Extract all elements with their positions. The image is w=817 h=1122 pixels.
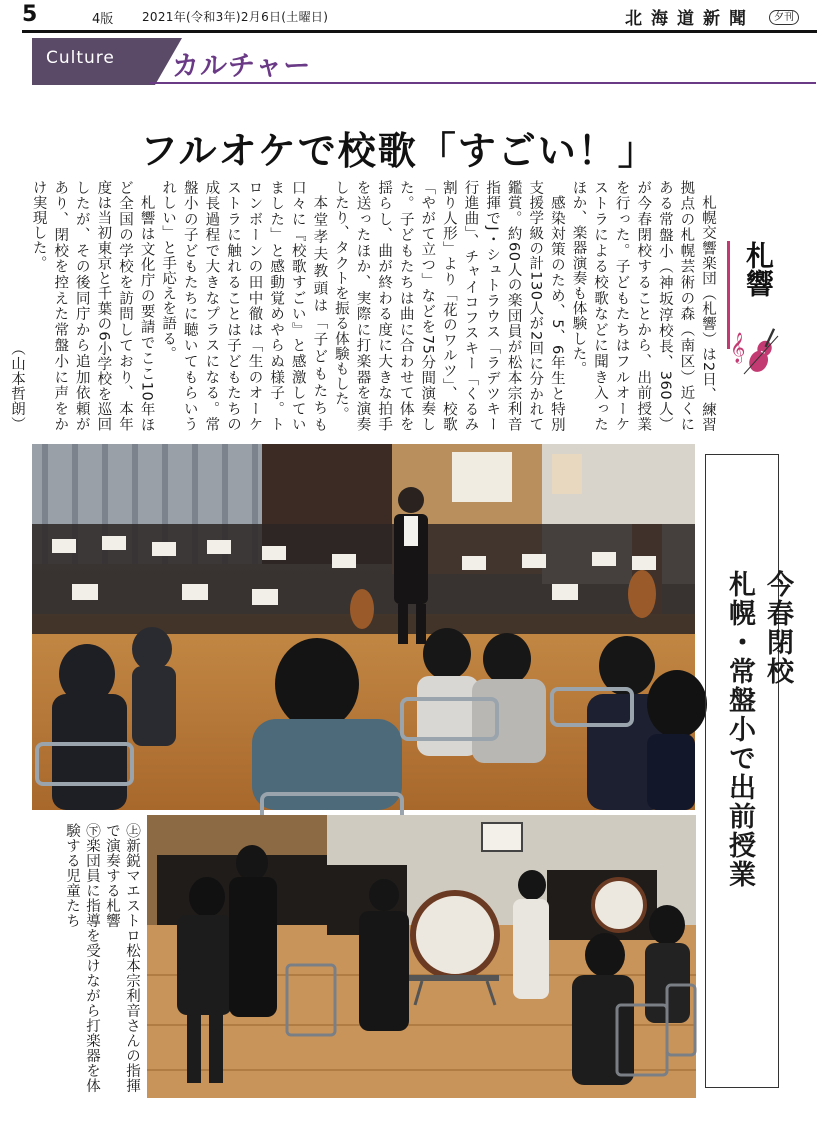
section-name-japanese: カルチャー: [172, 51, 312, 82]
article-paragraph: 札響は文化庁の要請でここ10年ほど全国の学校を訪問しており、本年度は当初東京と千葉の6小学校を巡回したが、その後同庁から追加依頼があり、閉校を控えた常盤小に声をかけ実現した。: [30, 180, 155, 432]
article-paragraph: 本堂孝夫教頭は「子どもたちも口々に『校歌すごい』と感激していました」と感動覚めやらぬ様子。トロンボーンの田中徹は「生のオーケストラに触れることは子どもたちの成長過程で大きなプラスになる。常盤小の子どもたちに聴いてもらいうれしい」と手応えを語る。: [160, 180, 328, 432]
photo-caption: [60, 823, 142, 1095]
caption-top-photo: ㊤新鋭マエストロ松本宗利音さんの指揮で演奏する札響: [104, 823, 140, 1093]
orchestra-concert-photo: [32, 444, 695, 810]
article-paragraph: 感染対策のため、5、6年生と特別支援学級の計130人が2回に分かれて鑑賞。約60人の楽団員が松本宗利音指揮でJ・シュトラウス「ラデツキー行進曲」、チャイコフスキー「くるみ割り人形」より「花のワルツ」、校歌「やがて立つ」などを75分間演奏した。子どもたちは曲に合わせて体を揺らし、曲が終わる度に大きな拍手を送ったほか、実際に打楽器を演奏したり、タクトを振る体験もした。: [332, 180, 565, 432]
edition-name-badge: 夕刊: [769, 10, 799, 25]
percussion-experience-photo: [147, 815, 696, 1098]
section-banner-rule: [150, 82, 816, 84]
article-body: [9, 180, 718, 432]
svg-text:𝄞: 𝄞: [730, 333, 746, 363]
article-headline: フルオケで校歌「すごい！」: [140, 128, 658, 173]
edition-label: 4版: [92, 12, 114, 27]
violin-treble-clef-icon: [730, 322, 782, 380]
subheadline-box: [705, 454, 793, 1088]
header-rule: [22, 30, 817, 33]
subheadline-line-1: 今春閉校: [762, 570, 793, 686]
newspaper-name: 北海道新聞: [625, 9, 755, 29]
caption-bottom-photo: ㊦楽団員に指導を受けながら打楽器を体験する児童たち: [64, 823, 100, 1093]
section-banner: [32, 38, 816, 85]
issue-date: 2021年(令和3年)2月6日(土曜日): [142, 10, 329, 24]
section-name-english: Culture: [46, 48, 115, 68]
article-byline: （山本哲朗）: [9, 341, 25, 432]
subheadline: [720, 570, 796, 889]
page-number: 5: [22, 2, 38, 27]
place-tag: 札響: [727, 241, 778, 349]
article-paragraph: 札幌交響楽団（札響）は2日、練習拠点の札幌芸術の森（南区）近くにある常盤小（神坂淳校長、360人）が今春閉校することから、出前授業を行った。子どもたちはフルオーケストラによる校歌などに聞き入ったほか、楽器演奏も体験した。: [570, 180, 716, 432]
subheadline-line-2: 札幌・常盤小で出前授業: [724, 570, 755, 889]
